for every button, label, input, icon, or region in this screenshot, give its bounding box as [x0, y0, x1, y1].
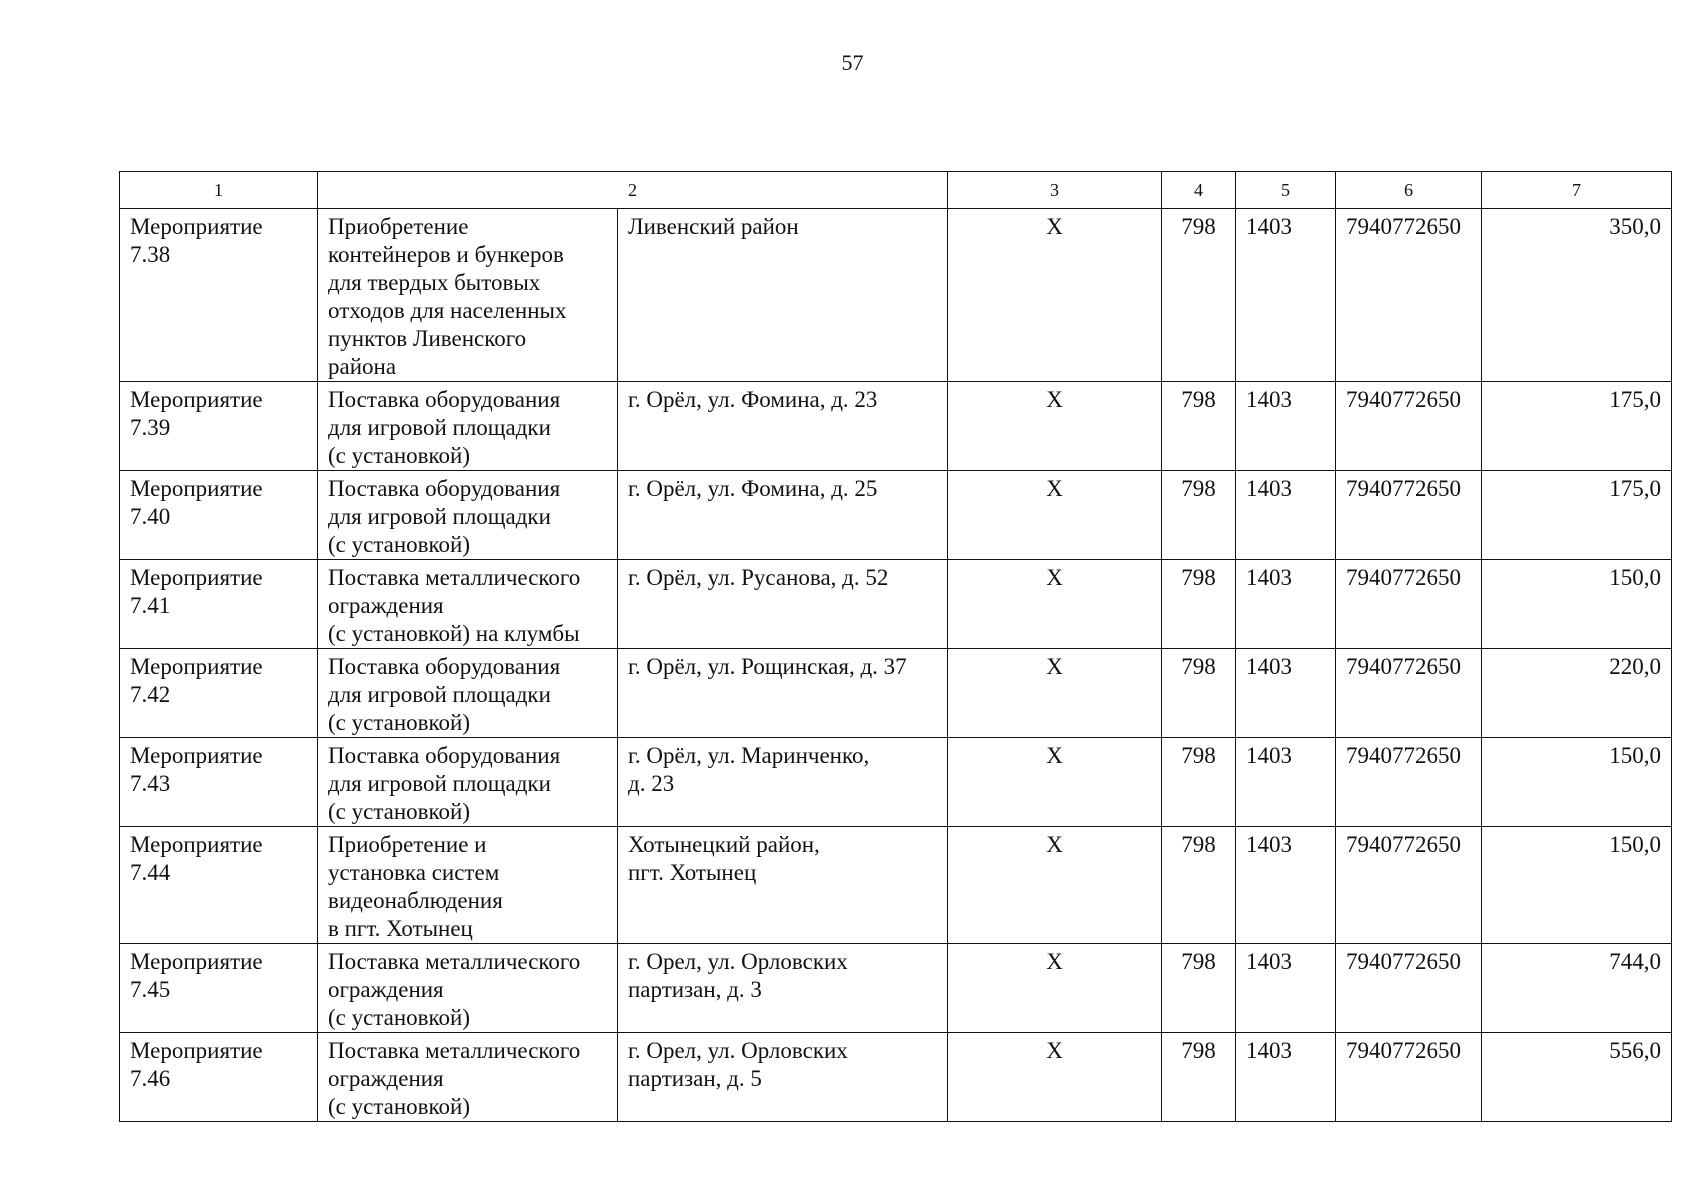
col4-cell: 798: [1162, 382, 1236, 471]
description-cell: [318, 738, 618, 827]
address-cell: [618, 944, 948, 1033]
col3-cell: Х: [948, 209, 1162, 382]
event-line: Мероприятие: [130, 387, 263, 412]
column-header-4: 4: [1162, 172, 1236, 209]
description-cell: [318, 649, 618, 738]
description-line: Приобретение и: [328, 832, 487, 857]
description-line: в пгт. Хотынец: [328, 916, 473, 941]
col6-cell: 7940772650: [1336, 738, 1482, 827]
description-cell: [318, 560, 618, 649]
col3-cell: Х: [948, 560, 1162, 649]
col7-cell: 150,0: [1482, 738, 1672, 827]
description-line: Поставка оборудования: [328, 654, 561, 679]
description-cell: [318, 1033, 618, 1122]
table-row: [120, 209, 1672, 382]
address-cell: [618, 471, 948, 560]
description-line: (с установкой): [328, 1005, 471, 1030]
description-line: (с установкой): [328, 1094, 471, 1119]
col6-cell: 7940772650: [1336, 471, 1482, 560]
address-line: г. Орёл, ул. Рощинская, д. 37: [628, 654, 907, 679]
address-line: партизан, д. 3: [628, 977, 762, 1002]
description-line: видеонаблюдения: [328, 888, 503, 913]
address-line: г. Орел, ул. Орловских: [628, 949, 848, 974]
header-row: [120, 172, 1672, 209]
col5-cell: 1403: [1236, 382, 1336, 471]
table-body: [120, 209, 1672, 1122]
event-line: Мероприятие: [130, 832, 263, 857]
table-row: [120, 382, 1672, 471]
col7-cell: 175,0: [1482, 382, 1672, 471]
address-cell: [618, 649, 948, 738]
budget-table: [119, 171, 1672, 1122]
description-line: (с установкой): [328, 443, 471, 468]
col4-cell: 798: [1162, 649, 1236, 738]
col4-cell: 798: [1162, 944, 1236, 1033]
col5-cell: 1403: [1236, 649, 1336, 738]
column-header-6: 6: [1336, 172, 1482, 209]
description-line: Поставка оборудования: [328, 476, 561, 501]
address-line: Хотынецкий район,: [628, 832, 820, 857]
address-line: партизан, д. 5: [628, 1066, 762, 1091]
description-cell: [318, 827, 618, 944]
table-row: [120, 1033, 1672, 1122]
column-header-3: 3: [948, 172, 1162, 209]
description-line: для игровой площадки: [328, 504, 551, 529]
description-line: (с установкой): [328, 799, 471, 824]
col6-cell: 7940772650: [1336, 649, 1482, 738]
col6-cell: 7940772650: [1336, 209, 1482, 382]
address-line: г. Орёл, ул. Фомина, д. 23: [628, 387, 878, 412]
description-line: Поставка металлического: [328, 1038, 581, 1063]
description-line: пунктов Ливенского: [328, 326, 527, 351]
event-cell: [120, 209, 318, 382]
description-line: для игровой площадки: [328, 415, 551, 440]
address-line: г. Орел, ул. Орловских: [628, 1038, 848, 1063]
description-line: отходов для населенных: [328, 298, 567, 323]
event-cell: [120, 1033, 318, 1122]
description-line: установка систем: [328, 860, 500, 885]
description-line: (с установкой): [328, 532, 471, 557]
description-line: для игровой площадки: [328, 771, 551, 796]
description-line: (с установкой): [328, 710, 471, 735]
event-line: Мероприятие: [130, 654, 263, 679]
col6-cell: 7940772650: [1336, 1033, 1482, 1122]
table-row: [120, 827, 1672, 944]
event-line: Мероприятие: [130, 565, 263, 590]
description-line: (с установкой) на клумбы: [328, 621, 580, 646]
address-line: г. Орёл, ул. Маринченко,: [628, 743, 870, 768]
event-line: 7.42: [130, 682, 171, 707]
col3-cell: Х: [948, 827, 1162, 944]
address-line: пгт. Хотынец: [628, 860, 757, 885]
col4-cell: 798: [1162, 560, 1236, 649]
col4-cell: 798: [1162, 1033, 1236, 1122]
event-line: Мероприятие: [130, 1038, 263, 1063]
description-line: района: [328, 354, 397, 379]
event-line: 7.44: [130, 860, 171, 885]
event-line: 7.41: [130, 593, 171, 618]
description-line: ограждения: [328, 1066, 444, 1091]
event-cell: [120, 827, 318, 944]
address-cell: [618, 1033, 948, 1122]
col7-cell: 744,0: [1482, 944, 1672, 1033]
col3-cell: Х: [948, 738, 1162, 827]
description-line: ограждения: [328, 593, 444, 618]
event-cell: [120, 944, 318, 1033]
event-line: 7.38: [130, 242, 171, 267]
description-cell: [318, 944, 618, 1033]
event-cell: [120, 471, 318, 560]
table-row: [120, 649, 1672, 738]
event-cell: [120, 649, 318, 738]
event-line: Мероприятие: [130, 214, 263, 239]
event-line: 7.39: [130, 415, 171, 440]
description-line: контейнеров и бункеров: [328, 242, 564, 267]
event-line: Мероприятие: [130, 476, 263, 501]
table-row: [120, 738, 1672, 827]
col5-cell: 1403: [1236, 209, 1336, 382]
event-line: 7.46: [130, 1066, 171, 1091]
col5-cell: 1403: [1236, 560, 1336, 649]
column-header-5: 5: [1236, 172, 1336, 209]
col6-cell: 7940772650: [1336, 382, 1482, 471]
col6-cell: 7940772650: [1336, 827, 1482, 944]
table-row: [120, 560, 1672, 649]
description-line: ограждения: [328, 977, 444, 1002]
event-line: Мероприятие: [130, 743, 263, 768]
col3-cell: Х: [948, 382, 1162, 471]
column-header-1: 1: [120, 172, 318, 209]
col6-cell: 7940772650: [1336, 560, 1482, 649]
description-cell: [318, 209, 618, 382]
col4-cell: 798: [1162, 471, 1236, 560]
address-line: г. Орёл, ул. Русанова, д. 52: [628, 565, 889, 590]
description-cell: [318, 382, 618, 471]
col7-cell: 150,0: [1482, 560, 1672, 649]
event-cell: [120, 560, 318, 649]
col7-cell: 350,0: [1482, 209, 1672, 382]
event-cell: [120, 382, 318, 471]
col6-cell: 7940772650: [1336, 944, 1482, 1033]
description-line: Приобретение: [328, 214, 469, 239]
col3-cell: Х: [948, 471, 1162, 560]
address-cell: [618, 209, 948, 382]
col5-cell: 1403: [1236, 738, 1336, 827]
description-line: для твердых бытовых: [328, 270, 541, 295]
event-line: Мероприятие: [130, 949, 263, 974]
description-line: Поставка оборудования: [328, 387, 561, 412]
col3-cell: Х: [948, 1033, 1162, 1122]
event-line: 7.45: [130, 977, 171, 1002]
col4-cell: 798: [1162, 738, 1236, 827]
page-number: 57: [841, 50, 864, 75]
address-cell: [618, 827, 948, 944]
event-cell: [120, 738, 318, 827]
address-line: Ливенский район: [628, 214, 799, 239]
address-cell: [618, 560, 948, 649]
description-cell: [318, 471, 618, 560]
address-cell: [618, 382, 948, 471]
event-line: 7.43: [130, 771, 171, 796]
description-line: для игровой площадки: [328, 682, 551, 707]
table-row: [120, 944, 1672, 1033]
col7-cell: 175,0: [1482, 471, 1672, 560]
description-line: Поставка металлического: [328, 949, 581, 974]
description-line: Поставка оборудования: [328, 743, 561, 768]
col4-cell: 798: [1162, 209, 1236, 382]
event-line: 7.40: [130, 504, 171, 529]
column-header-2: 2: [318, 172, 948, 209]
col5-cell: 1403: [1236, 1033, 1336, 1122]
col3-cell: Х: [948, 649, 1162, 738]
col3-cell: Х: [948, 944, 1162, 1033]
col5-cell: 1403: [1236, 944, 1336, 1033]
col4-cell: 798: [1162, 827, 1236, 944]
table-row: [120, 471, 1672, 560]
col5-cell: 1403: [1236, 827, 1336, 944]
address-cell: [618, 738, 948, 827]
address-line: г. Орёл, ул. Фомина, д. 25: [628, 476, 878, 501]
col7-cell: 150,0: [1482, 827, 1672, 944]
col7-cell: 556,0: [1482, 1033, 1672, 1122]
address-line: д. 23: [628, 771, 675, 796]
column-header-7: 7: [1482, 172, 1672, 209]
col5-cell: 1403: [1236, 471, 1336, 560]
description-line: Поставка металлического: [328, 565, 581, 590]
col7-cell: 220,0: [1482, 649, 1672, 738]
